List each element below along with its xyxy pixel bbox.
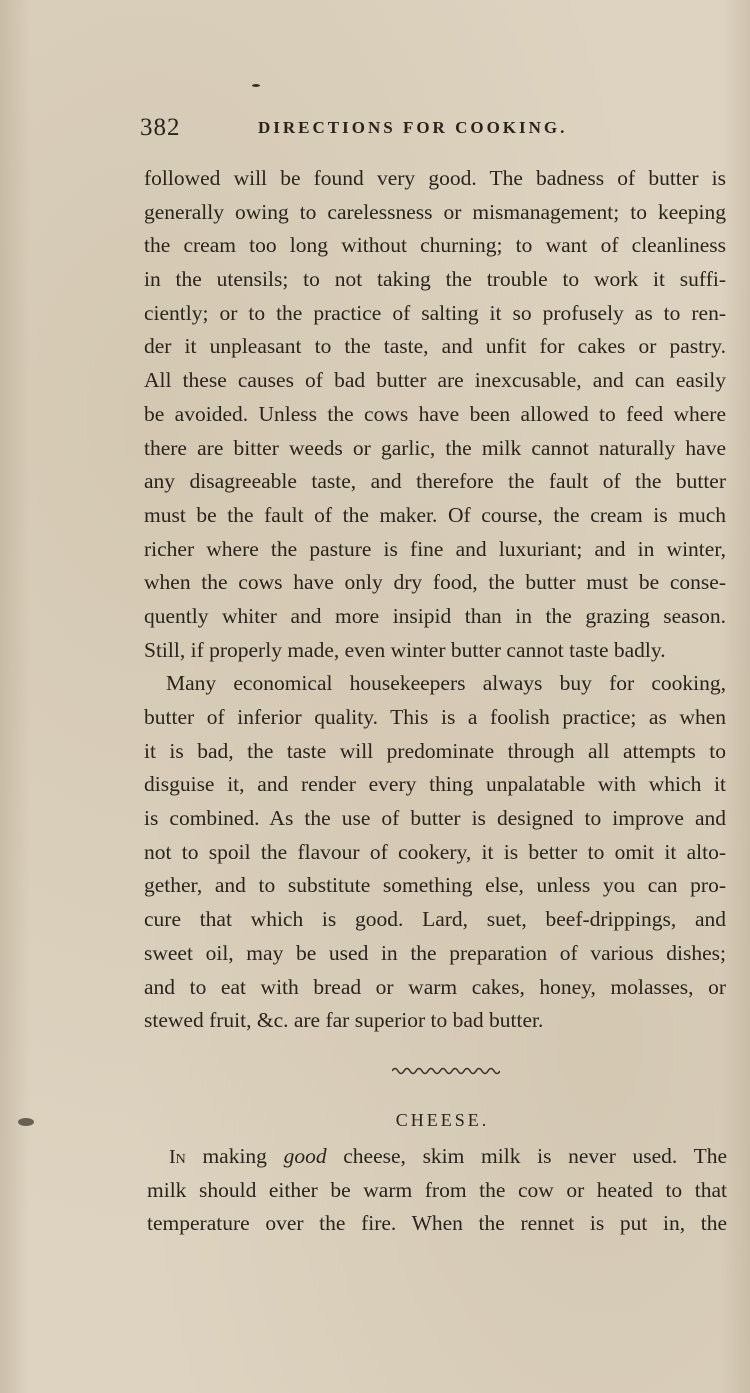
text-line: stewed fruit, &c. are far superior to bad butter. xyxy=(144,1008,544,1033)
text-line: generally owing to carelessness or mismanagement; to keeping xyxy=(144,199,726,224)
text-line: Many economical housekeepers always buy for cooking, xyxy=(166,671,726,696)
text-line: butter of inferior quality. This is a foolish practice; as when xyxy=(144,705,726,729)
text-line: it is bad, the taste will predominate through all attempts to xyxy=(144,738,726,763)
section-line xyxy=(147,1140,727,1174)
text-line: in the utensils; to not taking the trouble to work it suffi- xyxy=(144,267,726,292)
text-run: making xyxy=(185,1144,284,1168)
text-line: any disagreeable taste, and therefore the fault of the butter xyxy=(144,469,726,494)
ink-speck xyxy=(18,1118,34,1126)
section-line: milk should either be warm from the cow or heated to that xyxy=(147,1177,727,1202)
section-title: CHEESE. xyxy=(395,1110,490,1130)
paragraph xyxy=(144,162,726,667)
text-line: followed will be found very good. The badness of butter is xyxy=(144,166,726,190)
text-line: der it unpleasant to the taste, and unfit for cakes or pastry. xyxy=(144,334,726,359)
page-header xyxy=(140,114,730,150)
text-line: sweet oil, may be used in the preparation of various dishes; xyxy=(144,940,726,965)
section-body xyxy=(147,1140,727,1241)
text-line: there are bitter weeds or garlic, the milk cannot naturally have xyxy=(144,435,726,460)
text-run: cheese, skim milk is never used. The xyxy=(326,1144,727,1168)
text-line: cure that which is good. Lard, suet, beef-drippings, and xyxy=(144,907,726,932)
wavy-divider xyxy=(392,1065,500,1077)
ink-speck xyxy=(252,84,260,87)
drop-initial: In xyxy=(169,1146,186,1168)
text-line: and to eat with bread or warm cakes, honey, molasses, or xyxy=(144,974,726,999)
text-line: disguise it, and render every thing unpalatable with which it xyxy=(144,772,726,797)
text-line: when the cows have only dry food, the butter must be conse- xyxy=(144,570,726,595)
text-line: quently whiter and more insipid than in the grazing season. xyxy=(144,603,726,628)
text-line: ciently; or to the practice of salting it so profusely as to ren- xyxy=(144,300,726,325)
text-line: be avoided. Unless the cows have been allowed to feed where xyxy=(144,401,726,426)
text-line: must be the fault of the maker. Of course, the cream is much xyxy=(144,502,726,527)
text-line: gether, and to substitute something else, unless you can pro- xyxy=(144,873,726,898)
text-line: is combined. As the use of butter is designed to improve and xyxy=(144,806,726,831)
text-line: richer where the pasture is fine and luxuriant; and in winter, xyxy=(144,536,726,561)
page-number: 382 xyxy=(140,114,181,141)
text-line: the cream too long without churning; to want of cleanliness xyxy=(144,233,726,258)
body-text xyxy=(144,162,726,1038)
text-line: not to spoil the flavour of cookery, it is better to omit it alto- xyxy=(144,839,726,864)
italic-word: good xyxy=(283,1144,327,1168)
section-line: temperature over the fire. When the rennet is put in, the xyxy=(147,1211,727,1236)
paragraph xyxy=(144,667,726,1038)
running-head: DIRECTIONS FOR COOKING. xyxy=(258,118,568,137)
text-line: All these causes of bad butter are inexcusable, and can easily xyxy=(144,368,726,393)
text-line: Still, if properly made, even winter butter cannot taste badly. xyxy=(144,637,666,662)
